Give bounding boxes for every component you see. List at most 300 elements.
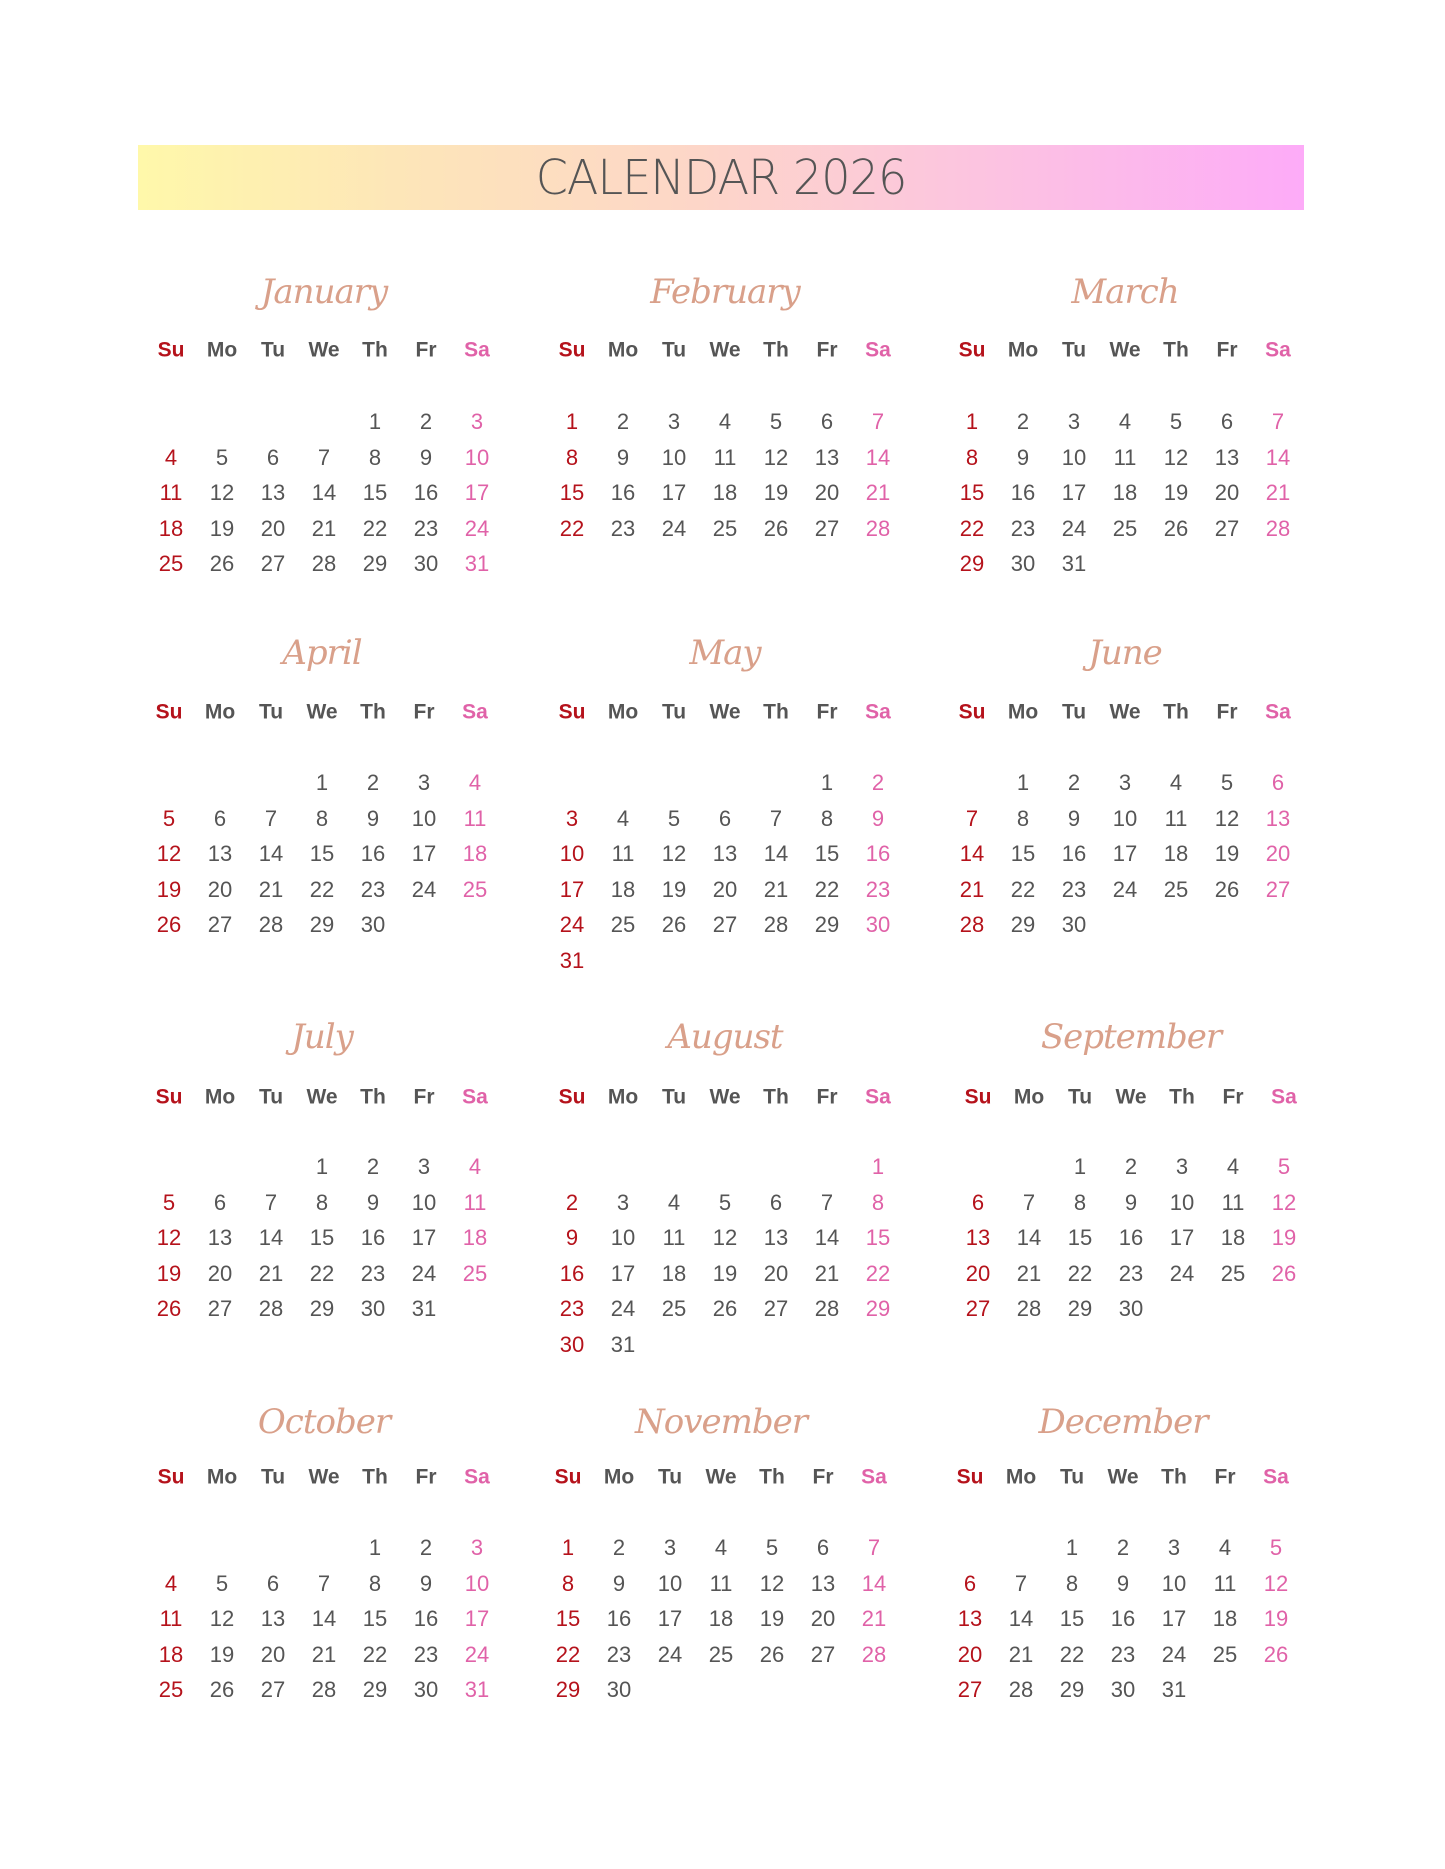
day-cell: 12 <box>209 1606 235 1631</box>
month-title-july: July <box>291 1017 353 1057</box>
day-cell: 31 <box>1061 551 1087 576</box>
weekday-header: Su <box>956 1465 984 1489</box>
weekday-header: We <box>709 1085 741 1109</box>
day-cell: 26 <box>759 1641 785 1667</box>
day-cell: 28 <box>1265 515 1291 541</box>
day-cell: 16 <box>865 841 891 866</box>
day-cell: 5 <box>1269 1535 1283 1560</box>
day-cell: 8 <box>965 444 979 470</box>
day-cell: 29 <box>865 1296 891 1321</box>
day-cell: 24 <box>661 515 687 541</box>
day-cell: 12 <box>1263 1570 1289 1596</box>
day-cell: 19 <box>1271 1225 1297 1250</box>
day-cell: 26 <box>1214 876 1240 902</box>
day-cell: 27 <box>763 1296 789 1321</box>
day-cell: 22 <box>1059 1641 1085 1667</box>
month-title-august: August <box>667 1017 783 1057</box>
day-cell: 10 <box>1112 805 1138 831</box>
month-title-june: June <box>1088 633 1162 673</box>
day-cell: 27 <box>260 551 286 576</box>
day-cell: 3 <box>565 805 579 831</box>
day-cell: 26 <box>1163 515 1189 541</box>
day-cell: 18 <box>158 1641 184 1667</box>
day-cell: 4 <box>718 409 732 434</box>
day-cell: 7 <box>317 444 331 470</box>
weekday-header: Th <box>759 1465 785 1489</box>
day-cell: 24 <box>1112 876 1138 902</box>
day-cell: 4 <box>1118 409 1132 434</box>
weekday-header: Su <box>157 338 185 362</box>
day-cell: 8 <box>1016 805 1030 831</box>
day-cell: 25 <box>712 515 738 541</box>
day-cell: 12 <box>661 841 687 866</box>
day-cell: 5 <box>667 805 681 831</box>
day-cell: 28 <box>763 912 789 937</box>
weekday-header: Th <box>1163 338 1189 362</box>
weekday-header: Tu <box>260 1465 286 1489</box>
day-cell: 17 <box>464 1606 490 1631</box>
day-cell: 1 <box>561 1535 575 1560</box>
day-cell: 23 <box>559 1296 585 1321</box>
day-cell: 20 <box>260 1641 286 1667</box>
day-cell: 4 <box>164 444 178 470</box>
day-cell: 11 <box>611 841 635 866</box>
weekday-header: Fr <box>812 1465 834 1489</box>
day-cell: 31 <box>464 551 490 576</box>
day-cell: 1 <box>1065 1535 1079 1560</box>
day-cell: 9 <box>1116 1570 1130 1596</box>
day-cell: 2 <box>366 1154 380 1179</box>
day-cell: 12 <box>1163 444 1189 470</box>
day-cell: 12 <box>209 480 235 505</box>
day-cell: 7 <box>965 805 979 831</box>
day-cell: 14 <box>763 841 789 866</box>
day-cell: 20 <box>1214 480 1240 505</box>
day-cell: 26 <box>1271 1260 1297 1286</box>
day-cell: 5 <box>769 409 783 434</box>
day-cell: 22 <box>309 876 335 902</box>
day-cell: 6 <box>266 444 280 470</box>
day-cell: 31 <box>411 1296 437 1321</box>
day-cell: 30 <box>1110 1677 1136 1702</box>
day-cell: 6 <box>213 1189 227 1215</box>
day-cell: 3 <box>1175 1154 1189 1179</box>
day-cell: 31 <box>1161 1677 1187 1702</box>
weekday-header: Th <box>1161 1465 1187 1489</box>
weekday-header: We <box>308 338 340 362</box>
day-cell: 8 <box>315 1189 329 1215</box>
weekday-header: Fr <box>1216 700 1238 724</box>
day-cell: 6 <box>820 409 834 434</box>
day-cell: 18 <box>1220 1225 1246 1250</box>
day-cell: 18 <box>158 515 184 541</box>
day-cell: 18 <box>661 1260 687 1286</box>
day-cell: 20 <box>1265 841 1291 866</box>
day-cell: 28 <box>814 1296 840 1321</box>
weekday-header: Sa <box>1265 338 1291 362</box>
day-cell: 3 <box>470 1535 484 1560</box>
day-cell: 10 <box>1161 1570 1187 1596</box>
day-cell: 4 <box>468 770 482 795</box>
day-cell: 28 <box>861 1641 887 1667</box>
day-cell: 3 <box>616 1189 630 1215</box>
day-cell: 3 <box>1167 1535 1181 1560</box>
day-cell: 11 <box>1113 444 1137 470</box>
weekday-header: Sa <box>861 1465 887 1489</box>
day-cell: 19 <box>1214 841 1240 866</box>
month-title-october: October <box>257 1402 391 1442</box>
weekday-header: Fr <box>816 1085 838 1109</box>
day-cell: 27 <box>260 1677 286 1702</box>
day-cell: 23 <box>1110 1641 1136 1667</box>
day-cell: 7 <box>1014 1570 1028 1596</box>
day-cell: 7 <box>264 1189 278 1215</box>
weekday-header: We <box>1109 338 1141 362</box>
day-cell: 14 <box>1265 444 1291 470</box>
day-cell: 24 <box>464 515 490 541</box>
weekday-header: Th <box>763 700 789 724</box>
day-cell: 18 <box>1112 480 1138 505</box>
day-cell: 5 <box>215 1570 229 1596</box>
day-cell: 11 <box>709 1570 733 1596</box>
day-cell: 4 <box>1226 1154 1240 1179</box>
day-cell: 22 <box>362 1641 388 1667</box>
day-cell: 1 <box>965 409 979 434</box>
day-cell: 24 <box>559 912 585 937</box>
day-cell: 25 <box>661 1296 687 1321</box>
day-cell: 2 <box>871 770 885 795</box>
day-cell: 5 <box>718 1189 732 1215</box>
day-cell: 17 <box>464 480 490 505</box>
weekday-header: Mo <box>603 1465 635 1489</box>
day-cell: 21 <box>258 876 284 902</box>
month-title-january: January <box>260 272 388 312</box>
day-cell: 21 <box>865 480 891 505</box>
day-cell: 11 <box>463 805 487 831</box>
day-cell: 5 <box>162 805 176 831</box>
day-cell: 10 <box>657 1570 683 1596</box>
day-cell: 11 <box>1213 1570 1237 1596</box>
day-cell: 14 <box>258 1225 284 1250</box>
day-cell: 10 <box>411 1189 437 1215</box>
day-cell: 23 <box>610 515 636 541</box>
day-cell: 8 <box>565 444 579 470</box>
day-cell: 17 <box>661 480 687 505</box>
day-cell: 29 <box>1010 912 1036 937</box>
day-cell: 19 <box>661 876 687 902</box>
day-cell: 28 <box>311 1677 337 1702</box>
day-cell: 15 <box>865 1225 891 1250</box>
day-cell: 4 <box>616 805 630 831</box>
day-cell: 13 <box>260 480 286 505</box>
day-cell: 27 <box>207 912 233 937</box>
day-cell: 8 <box>368 1570 382 1596</box>
day-cell: 9 <box>419 1570 433 1596</box>
day-cell: 30 <box>413 551 439 576</box>
weekday-header: We <box>1115 1085 1147 1109</box>
day-cell: 12 <box>712 1225 738 1250</box>
day-cell: 28 <box>258 912 284 937</box>
day-cell: 20 <box>957 1641 983 1667</box>
day-cell: 12 <box>759 1570 785 1596</box>
weekday-header: Mo <box>1007 700 1039 724</box>
weekday-header: Sa <box>865 1085 891 1109</box>
weekday-header: Fr <box>413 1085 435 1109</box>
day-cell: 4 <box>1218 1535 1232 1560</box>
day-cell: 10 <box>610 1225 636 1250</box>
day-cell: 10 <box>464 444 490 470</box>
weekday-header: Mo <box>204 700 236 724</box>
day-cell: 23 <box>360 1260 386 1286</box>
day-cell: 13 <box>763 1225 789 1250</box>
day-cell: 26 <box>209 1677 235 1702</box>
weekday-header: Tu <box>661 338 687 362</box>
weekday-header: Sa <box>462 1085 488 1109</box>
weekday-header: Th <box>763 338 789 362</box>
day-cell: 28 <box>311 551 337 576</box>
day-cell: 14 <box>814 1225 840 1250</box>
day-cell: 15 <box>309 1225 335 1250</box>
day-cell: 13 <box>1214 444 1240 470</box>
day-cell: 6 <box>971 1189 985 1215</box>
day-cell: 20 <box>260 515 286 541</box>
day-cell: 16 <box>1010 480 1036 505</box>
day-cell: 11 <box>1164 805 1188 831</box>
day-cell: 10 <box>464 1570 490 1596</box>
day-cell: 16 <box>413 1606 439 1631</box>
day-cell: 10 <box>411 805 437 831</box>
day-cell: 23 <box>1010 515 1036 541</box>
day-cell: 13 <box>712 841 738 866</box>
day-cell: 26 <box>1263 1641 1289 1667</box>
weekday-header: Su <box>558 700 586 724</box>
month-title-september: September <box>1040 1017 1222 1057</box>
day-cell: 13 <box>260 1606 286 1631</box>
day-cell: 9 <box>1124 1189 1138 1215</box>
weekday-header: We <box>1107 1465 1139 1489</box>
day-cell: 9 <box>366 805 380 831</box>
day-cell: 9 <box>616 444 630 470</box>
weekday-header: We <box>306 700 338 724</box>
day-cell: 1 <box>1016 770 1030 795</box>
day-cell: 4 <box>714 1535 728 1560</box>
weekday-header: Th <box>360 700 386 724</box>
day-cell: 2 <box>612 1535 626 1560</box>
day-cell: 16 <box>610 480 636 505</box>
day-cell: 17 <box>657 1606 683 1631</box>
weekday-header: We <box>705 1465 737 1489</box>
day-cell: 21 <box>258 1260 284 1286</box>
day-cell: 7 <box>867 1535 881 1560</box>
day-cell: 30 <box>360 1296 386 1321</box>
day-cell: 11 <box>713 444 737 470</box>
weekday-header: Fr <box>415 338 437 362</box>
weekday-header: Su <box>558 1085 586 1109</box>
day-cell: 16 <box>360 841 386 866</box>
day-cell: 18 <box>462 1225 488 1250</box>
day-cell: 2 <box>1124 1154 1138 1179</box>
weekday-header: We <box>308 1465 340 1489</box>
day-cell: 21 <box>311 1641 337 1667</box>
weekday-header: Sa <box>1263 1465 1289 1489</box>
day-cell: 8 <box>820 805 834 831</box>
day-cell: 30 <box>865 912 891 937</box>
weekday-header: Mo <box>206 1465 238 1489</box>
day-cell: 12 <box>156 841 182 866</box>
day-cell: 1 <box>1073 1154 1087 1179</box>
day-cell: 31 <box>559 947 585 973</box>
day-cell: 12 <box>763 444 789 470</box>
day-cell: 25 <box>462 1260 488 1286</box>
month-title-december: December <box>1038 1402 1208 1442</box>
day-cell: 5 <box>1169 409 1183 434</box>
day-cell: 18 <box>712 480 738 505</box>
day-cell: 23 <box>360 876 386 902</box>
day-cell: 25 <box>158 551 184 576</box>
day-cell: 2 <box>565 1189 579 1215</box>
day-cell: 22 <box>1010 876 1036 902</box>
day-cell: 24 <box>411 876 437 902</box>
day-cell: 14 <box>311 1606 337 1631</box>
day-cell: 24 <box>1161 1641 1187 1667</box>
day-cell: 16 <box>1061 841 1087 866</box>
day-cell: 3 <box>417 770 431 795</box>
day-cell: 29 <box>1059 1677 1085 1702</box>
day-cell: 3 <box>1118 770 1132 795</box>
day-cell: 27 <box>814 515 840 541</box>
day-cell: 27 <box>965 1296 991 1321</box>
day-cell: 4 <box>468 1154 482 1179</box>
day-cell: 18 <box>1163 841 1189 866</box>
day-cell: 22 <box>555 1641 581 1667</box>
weekday-header: Fr <box>415 1465 437 1489</box>
day-cell: 23 <box>606 1641 632 1667</box>
day-cell: 7 <box>317 1570 331 1596</box>
day-cell: 25 <box>1112 515 1138 541</box>
day-cell: 6 <box>816 1535 830 1560</box>
day-cell: 6 <box>1271 770 1285 795</box>
day-cell: 29 <box>362 1677 388 1702</box>
weekday-header: Tu <box>657 1465 683 1489</box>
day-cell: 1 <box>368 409 382 434</box>
day-cell: 20 <box>712 876 738 902</box>
day-cell: 26 <box>156 912 182 937</box>
day-cell: 28 <box>258 1296 284 1321</box>
weekday-header: Th <box>362 338 388 362</box>
day-cell: 14 <box>959 841 985 866</box>
day-cell: 19 <box>1263 1606 1289 1631</box>
day-cell: 23 <box>413 515 439 541</box>
weekday-header: Tu <box>1067 1085 1093 1109</box>
weekday-header: Mo <box>204 1085 236 1109</box>
day-cell: 11 <box>1221 1189 1245 1215</box>
day-cell: 28 <box>959 912 985 937</box>
weekday-header: Sa <box>464 338 490 362</box>
day-cell: 3 <box>667 409 681 434</box>
day-cell: 1 <box>315 1154 329 1179</box>
weekday-header: Mo <box>1013 1085 1045 1109</box>
day-cell: 3 <box>1067 409 1081 434</box>
day-cell: 21 <box>861 1606 887 1631</box>
day-cell: 7 <box>1022 1189 1036 1215</box>
weekday-header: Mo <box>607 700 639 724</box>
day-cell: 17 <box>1112 841 1138 866</box>
title-banner <box>138 145 1304 210</box>
day-cell: 6 <box>963 1570 977 1596</box>
day-cell: 27 <box>1265 876 1291 902</box>
day-cell: 3 <box>663 1535 677 1560</box>
day-cell: 13 <box>957 1606 983 1631</box>
page-title: CALENDAR 2026 <box>535 149 907 206</box>
weekday-header: Fr <box>816 338 838 362</box>
day-cell: 17 <box>559 876 585 902</box>
day-cell: 15 <box>555 1606 581 1631</box>
day-cell: 6 <box>213 805 227 831</box>
day-cell: 30 <box>413 1677 439 1702</box>
day-cell: 1 <box>368 1535 382 1560</box>
day-cell: 25 <box>158 1677 184 1702</box>
day-cell: 14 <box>861 1570 887 1596</box>
day-cell: 4 <box>1169 770 1183 795</box>
day-cell: 6 <box>769 1189 783 1215</box>
day-cell: 21 <box>959 876 985 902</box>
day-cell: 26 <box>209 551 235 576</box>
day-cell: 13 <box>207 1225 233 1250</box>
day-cell: 14 <box>865 444 891 470</box>
day-cell: 16 <box>360 1225 386 1250</box>
weekday-header: Mo <box>607 1085 639 1109</box>
weekday-header: Sa <box>464 1465 490 1489</box>
day-cell: 18 <box>708 1606 734 1631</box>
day-cell: 14 <box>311 480 337 505</box>
day-cell: 17 <box>411 1225 437 1250</box>
day-cell: 1 <box>565 409 579 434</box>
day-cell: 24 <box>411 1260 437 1286</box>
day-cell: 13 <box>207 841 233 866</box>
day-cell: 20 <box>207 876 233 902</box>
day-cell: 24 <box>610 1296 636 1321</box>
day-cell: 12 <box>156 1225 182 1250</box>
weekday-header: Sa <box>1265 700 1291 724</box>
day-cell: 7 <box>769 805 783 831</box>
day-cell: 22 <box>959 515 985 541</box>
day-cell: 28 <box>1016 1296 1042 1321</box>
month-title-march: March <box>1071 272 1179 312</box>
day-cell: 9 <box>419 444 433 470</box>
day-cell: 7 <box>264 805 278 831</box>
weekday-header: Tu <box>260 338 286 362</box>
day-cell: 30 <box>606 1677 632 1702</box>
day-cell: 2 <box>1067 770 1081 795</box>
day-cell: 27 <box>957 1677 983 1702</box>
day-cell: 27 <box>712 912 738 937</box>
day-cell: 16 <box>1118 1225 1144 1250</box>
day-cell: 3 <box>470 409 484 434</box>
day-cell: 19 <box>156 876 182 902</box>
weekday-header: Tu <box>258 1085 284 1109</box>
day-cell: 23 <box>413 1641 439 1667</box>
weekday-header: Tu <box>1059 1465 1085 1489</box>
day-cell: 26 <box>156 1296 182 1321</box>
day-cell: 30 <box>1061 912 1087 937</box>
day-cell: 9 <box>1016 444 1030 470</box>
day-cell: 24 <box>1061 515 1087 541</box>
day-cell: 4 <box>164 1570 178 1596</box>
day-cell: 11 <box>159 480 183 505</box>
weekday-header: Fr <box>1214 1465 1236 1489</box>
weekday-header: Su <box>958 700 986 724</box>
day-cell: 8 <box>871 1189 885 1215</box>
